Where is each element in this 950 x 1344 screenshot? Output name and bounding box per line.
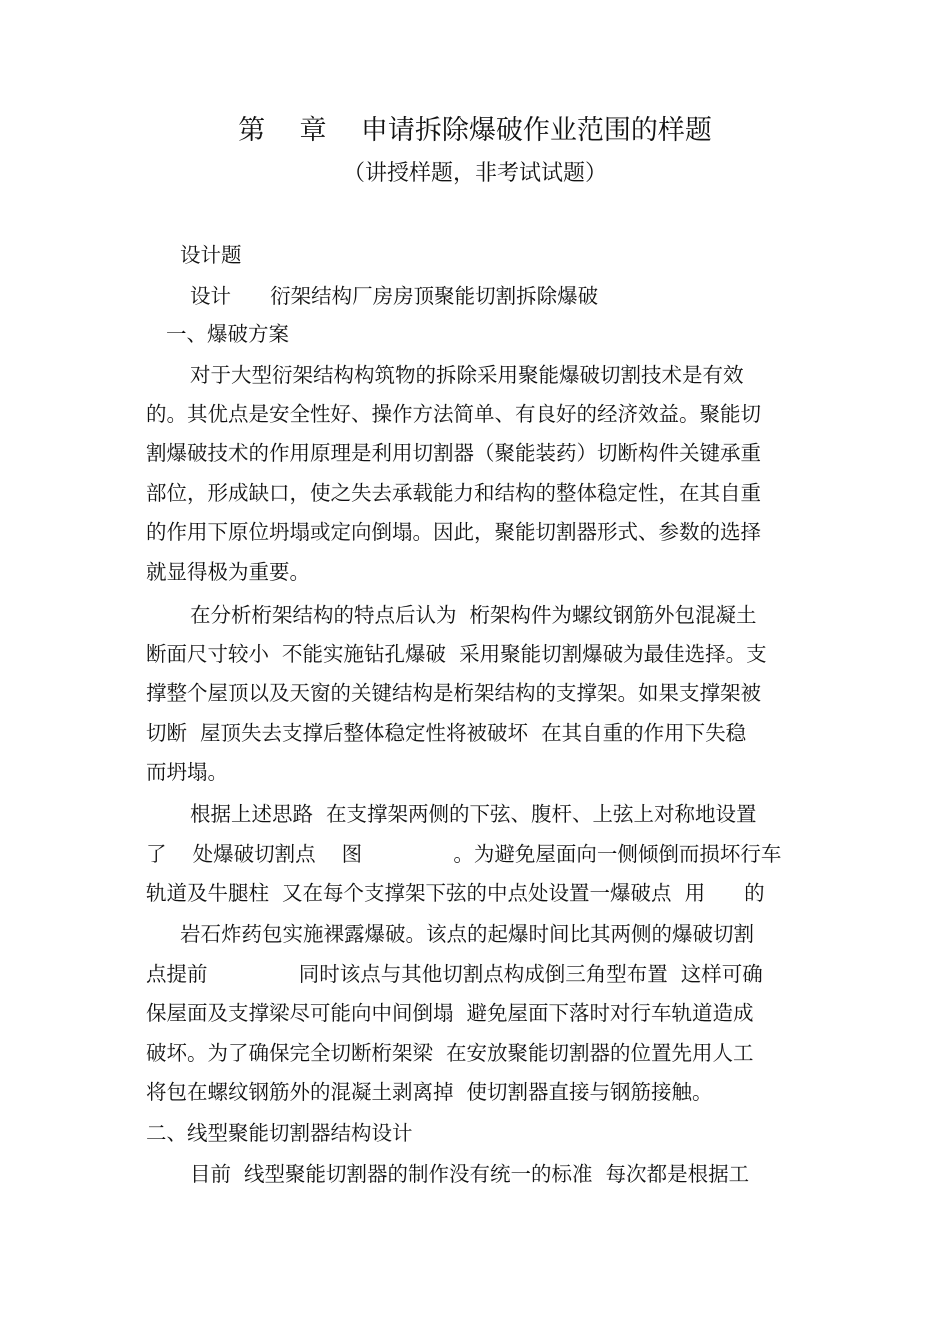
page-title: 第 章 申请拆除爆破作业范围的样题 bbox=[238, 115, 712, 146]
paragraph-line: 的。其优点是安全性好、操作方法简单、有良好的经济效益。聚能切 bbox=[146, 402, 761, 426]
heading-blasting-plan: 一、爆破方案 bbox=[166, 322, 289, 346]
paragraph-line: 保屋面及支撑梁尽可能向中间倒塌 避免屋面下落时对行车轨道造成 bbox=[146, 1001, 754, 1025]
paragraph-line: 断面尺寸较小 不能实施钻孔爆破 采用聚能切割爆破为最佳选择。支 bbox=[146, 642, 767, 666]
paragraph-line: 根据上述思路 在支撑架两侧的下弦、腹杆、上弦上对称地设置 bbox=[190, 802, 757, 826]
page-subtitle: （讲授样题，非考试试题） bbox=[342, 161, 607, 186]
paragraph-line: 的作用下原位坍塌或定向倒塌。因此，聚能切割器形式、参数的选择 bbox=[146, 520, 761, 544]
paragraph-line: 了 处爆破切割点 图 。为避免屋面向一侧倾倒而损坏行车 bbox=[146, 842, 782, 866]
paragraph-line: 将包在螺纹钢筋外的混凝土剥离掉 使切割器直接与钢筋接触。 bbox=[146, 1080, 713, 1104]
paragraph-line: 就显得极为重要。 bbox=[146, 560, 310, 584]
paragraph-line: 割爆破技术的作用原理是利用切割器（聚能装药）切断构件关键承重 bbox=[146, 441, 761, 465]
paragraph-line: 破坏。为了确保完全切断桁架梁 在安放聚能切割器的位置先用人工 bbox=[146, 1041, 754, 1065]
paragraph-line: 点提前 同时该点与其他切割点构成倒三角型布置 这样可确 bbox=[146, 962, 763, 986]
paragraph-line: 切断 屋顶失去支撑后整体稳定性将被破坏 在其自重的作用下失稳 bbox=[146, 721, 747, 745]
paragraph-line: 部位，形成缺口，使之失去承载能力和结构的整体稳定性，在其自重 bbox=[146, 481, 761, 505]
design-heading: 设计 衍架结构厂房房顶聚能切割拆除爆破 bbox=[190, 284, 599, 308]
paragraph-line: 在分析桁架结构的特点后认为 桁架构件为螺纹钢筋外包混凝土 bbox=[190, 603, 757, 627]
section-label: 设计题 bbox=[180, 243, 242, 267]
paragraph-line: 岩石炸药包实施裸露爆破。该点的起爆时间比其两侧的爆破切割 bbox=[180, 922, 754, 946]
paragraph-line: 对于大型衍架结构构筑物的拆除采用聚能爆破切割技术是有效 bbox=[190, 363, 744, 387]
paragraph-line: 轨道及牛腿柱 又在每个支撑架下弦的中点处设置一爆破点 用 的 bbox=[146, 881, 765, 905]
paragraph-line: 目前 线型聚能切割器的制作没有统一的标准 每次都是根据工 bbox=[190, 1162, 750, 1186]
heading-cutter-design: 二、线型聚能切割器结构设计 bbox=[146, 1121, 413, 1145]
paragraph-line: 而坍塌。 bbox=[146, 760, 228, 784]
paragraph-line: 撑整个屋顶以及天窗的关键结构是桁架结构的支撑架。如果支撑架被 bbox=[146, 681, 761, 705]
